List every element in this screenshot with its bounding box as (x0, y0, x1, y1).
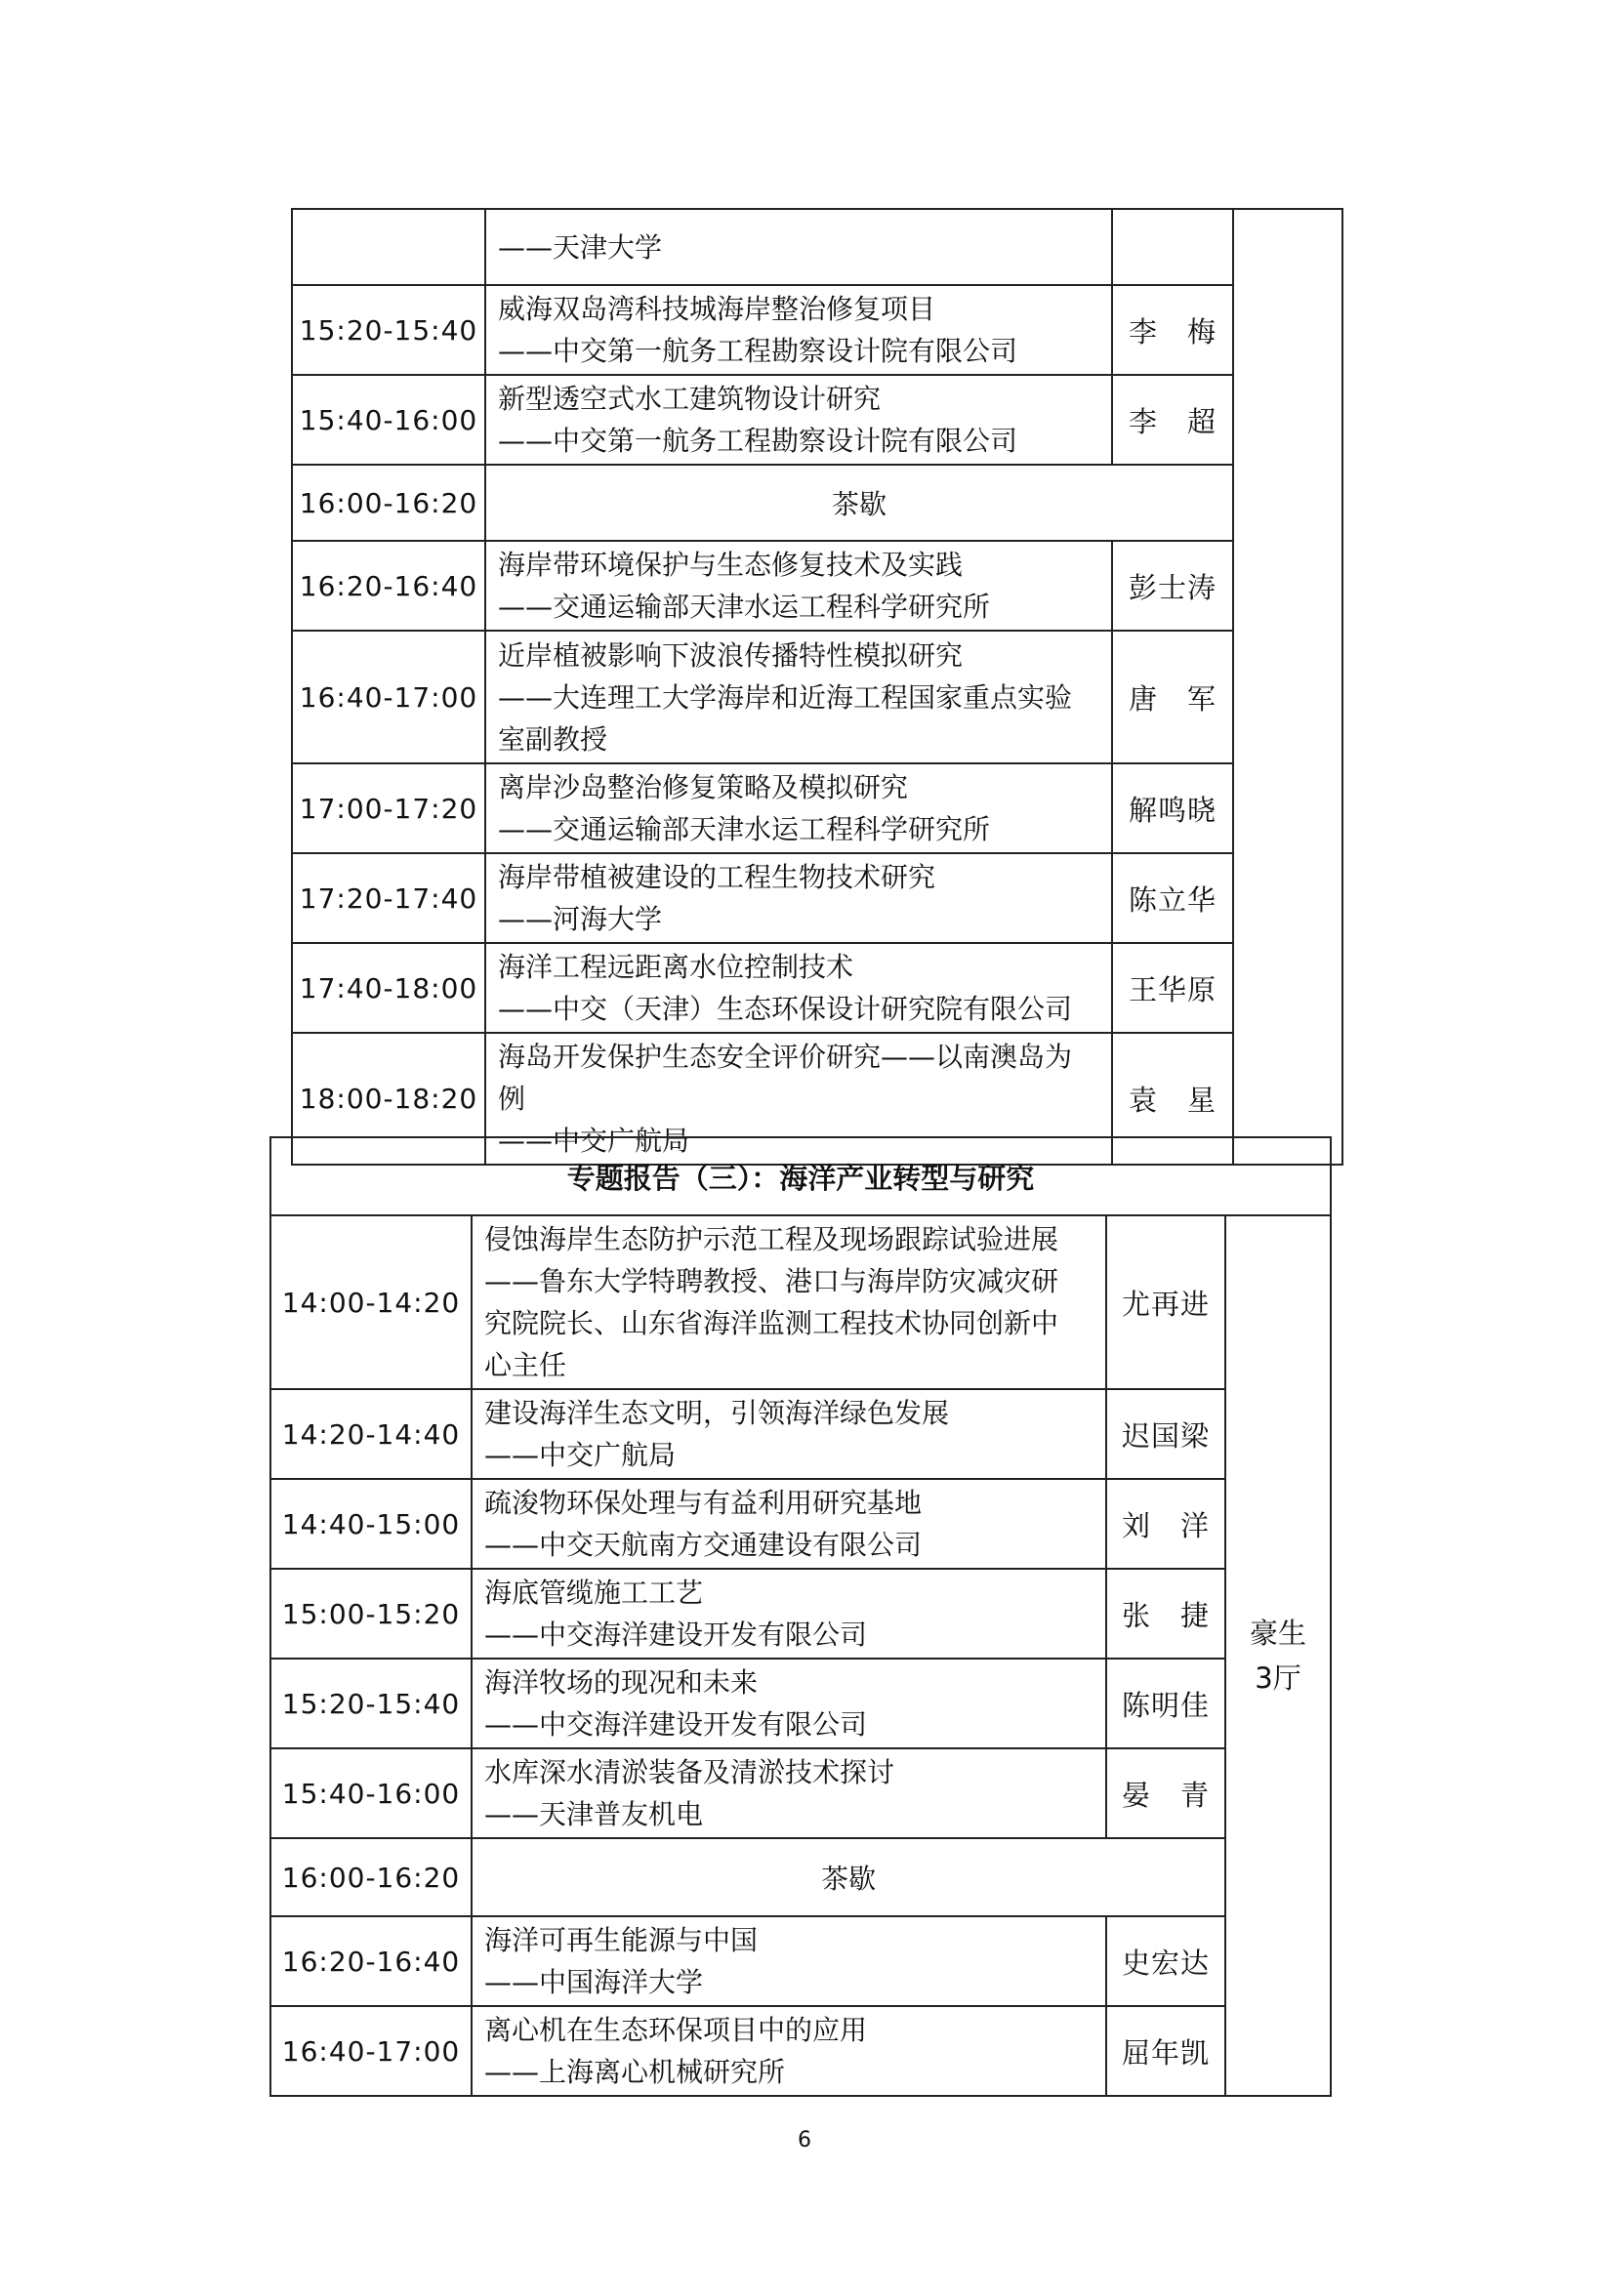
speaker-cell (1112, 209, 1233, 285)
room-cell (1225, 1215, 1331, 2096)
table-row (292, 631, 1342, 763)
topic-cell (472, 1659, 1106, 1748)
topic-line: ——中交第一航务工程勘察设计院有限公司 (498, 425, 1018, 457)
table-row (270, 1389, 1331, 1479)
topic-line: 离岸沙岛整治修复策略及模拟研究 (498, 771, 909, 803)
table-row (270, 1748, 1331, 1838)
topic-cell (472, 1748, 1106, 1838)
table-row (270, 1838, 1331, 1916)
topic-cell (472, 1389, 1106, 1479)
speaker-cell: 李 梅 (1112, 285, 1233, 375)
speaker-cell: 彭士涛 (1112, 541, 1233, 631)
topic-line: ——中交（天津）生态环保设计研究院有限公司 (498, 993, 1073, 1025)
topic-line: 海底管缆施工工艺 (484, 1577, 704, 1609)
time-cell: 17:40-18:00 (292, 943, 485, 1033)
topic-cell (485, 541, 1112, 631)
topic-line: 建设海洋生态文明，引领海洋绿色发展 (484, 1397, 950, 1429)
table-row (270, 2006, 1331, 2096)
topic-line: 疏浚物环保处理与有益利用研究基地 (484, 1487, 923, 1519)
table-row (270, 1215, 1331, 1389)
topic-line: ——天津普友机电 (484, 1798, 704, 1830)
speaker-cell: 唐 军 (1112, 631, 1233, 763)
tea-break-cell: 茶歇 (485, 465, 1233, 541)
time-cell: 16:40-17:00 (270, 2006, 472, 2096)
section-row (270, 1137, 1331, 1215)
topic-cell (485, 285, 1112, 375)
time-cell: 16:20-16:40 (270, 1916, 472, 2006)
time-cell (292, 209, 485, 285)
speaker-cell: 袁 星 (1112, 1033, 1233, 1165)
topic-cell (485, 209, 1112, 285)
time-cell: 15:00-15:20 (270, 1569, 472, 1659)
time-cell: 14:20-14:40 (270, 1389, 472, 1479)
time-cell: 16:00-16:20 (270, 1838, 472, 1916)
room-line: 3厅 (1255, 1661, 1301, 1695)
speaker-cell: 尤再进 (1106, 1215, 1225, 1389)
topic-cell (472, 1916, 1106, 2006)
topic-line: 海洋牧场的现况和未来 (484, 1666, 759, 1699)
table-row (270, 1569, 1331, 1659)
speaker-cell: 张 捷 (1106, 1569, 1225, 1659)
topic-line: 室副教授 (498, 722, 608, 756)
speaker-cell: 解鸣晓 (1112, 763, 1233, 853)
table-row (270, 1659, 1331, 1748)
table-row (292, 541, 1342, 631)
table-row (292, 375, 1342, 465)
speaker-cell: 史宏达 (1106, 1916, 1225, 2006)
topic-line: ——中交第一航务工程勘察设计院有限公司 (498, 335, 1018, 367)
topic-line: 海岸带植被建设的工程生物技术研究 (498, 861, 936, 893)
topic-line: ——中交广航局 (498, 1125, 690, 1157)
time-cell: 15:20-15:40 (292, 285, 485, 375)
table-row (292, 853, 1342, 943)
speaker-cell: 迟国梁 (1106, 1389, 1225, 1479)
topic-cell (485, 631, 1112, 763)
section-title: 专题报告（三）：海洋产业转型与研究 (270, 1137, 1331, 1215)
time-cell: 18:00-18:20 (292, 1033, 485, 1165)
topic-line: ——交通运输部天津水运工程科学研究所 (498, 813, 991, 845)
time-cell: 15:40-16:00 (292, 375, 485, 465)
time-cell: 15:20-15:40 (270, 1659, 472, 1748)
schedule-table-lower (269, 1136, 1332, 2097)
topic-line: 究院院长、山东省海洋监测工程技术协同创新中 (484, 1307, 1059, 1339)
topic-cell (472, 1215, 1106, 1389)
speaker-cell: 李 超 (1112, 375, 1233, 465)
room-cell (1233, 209, 1342, 1165)
time-cell: 14:00-14:20 (270, 1215, 472, 1389)
table-row (292, 285, 1342, 375)
topic-cell (485, 853, 1112, 943)
topic-cell (472, 1569, 1106, 1659)
topic-line: ——中交海洋建设开发有限公司 (484, 1619, 868, 1651)
topic-line: 近岸植被影响下波浪传播特性模拟研究 (498, 638, 964, 672)
topic-line: 水库深水清淤装备及清淤技术探讨 (484, 1756, 895, 1788)
speaker-cell: 刘 洋 (1106, 1479, 1225, 1569)
time-cell: 17:20-17:40 (292, 853, 485, 943)
topic-cell (485, 375, 1112, 465)
time-cell: 16:40-17:00 (292, 631, 485, 763)
topic-line: ——中国海洋大学 (484, 1966, 704, 1998)
topic-line: ——大连理工大学海岸和近海工程国家重点实验 (498, 680, 1073, 714)
time-cell: 15:40-16:00 (270, 1748, 472, 1838)
topic-line: 新型透空式水工建筑物设计研究 (498, 383, 882, 415)
speaker-cell: 陈立华 (1112, 853, 1233, 943)
topic-line: 海洋可再生能源与中国 (484, 1924, 759, 1956)
topic-line: 离心机在生态环保项目中的应用 (484, 2014, 868, 2046)
topic-line: ——交通运输部天津水运工程科学研究所 (498, 591, 991, 623)
topic-line: 侵蚀海岸生态防护示范工程及现场跟踪试验进展 (484, 1223, 1059, 1255)
table-row (292, 763, 1342, 853)
time-cell: 16:20-16:40 (292, 541, 485, 631)
topic-cell (485, 943, 1112, 1033)
table-row (292, 465, 1342, 541)
topic-line: ——河海大学 (498, 903, 663, 935)
table-row (270, 1479, 1331, 1569)
topic-cell (472, 2006, 1106, 2096)
topic-line: ——中交天航南方交通建设有限公司 (484, 1529, 923, 1561)
speaker-cell: 晏 青 (1106, 1748, 1225, 1838)
topic-line: ——上海离心机械研究所 (484, 2056, 786, 2088)
time-cell: 16:00-16:20 (292, 465, 485, 541)
speaker-cell: 屈年凯 (1106, 2006, 1225, 2096)
topic-line: 海岛开发保护生态安全评价研究——以南澳岛为 (498, 1041, 1073, 1073)
topic-line: 例 (498, 1083, 526, 1115)
topic-cell (485, 763, 1112, 853)
topic-line: ——天津大学 (498, 230, 663, 264)
speaker-cell: 王华原 (1112, 943, 1233, 1033)
time-cell: 17:00-17:20 (292, 763, 485, 853)
schedule-table-upper (291, 208, 1343, 1166)
topic-line: ——中交广航局 (484, 1439, 677, 1471)
table-row (270, 1916, 1331, 2006)
topic-line: 海岸带环境保护与生态修复技术及实践 (498, 549, 964, 581)
topic-line: ——鲁东大学特聘教授、港口与海岸防灾减灾研 (484, 1265, 1059, 1297)
topic-line: 威海双岛湾科技城海岸整治修复项目 (498, 293, 936, 325)
tea-break-cell: 茶歇 (472, 1838, 1225, 1916)
topic-line: 心主任 (484, 1349, 567, 1381)
table-row (292, 943, 1342, 1033)
speaker-cell: 陈明佳 (1106, 1659, 1225, 1748)
topic-line: 海洋工程远距离水位控制技术 (498, 951, 854, 983)
page-number: 6 (798, 2128, 811, 2152)
topic-cell (472, 1479, 1106, 1569)
room-line: 豪生 (1250, 1617, 1307, 1650)
time-cell: 14:40-15:00 (270, 1479, 472, 1569)
topic-line: ——中交海洋建设开发有限公司 (484, 1708, 868, 1741)
table-row (292, 209, 1342, 285)
